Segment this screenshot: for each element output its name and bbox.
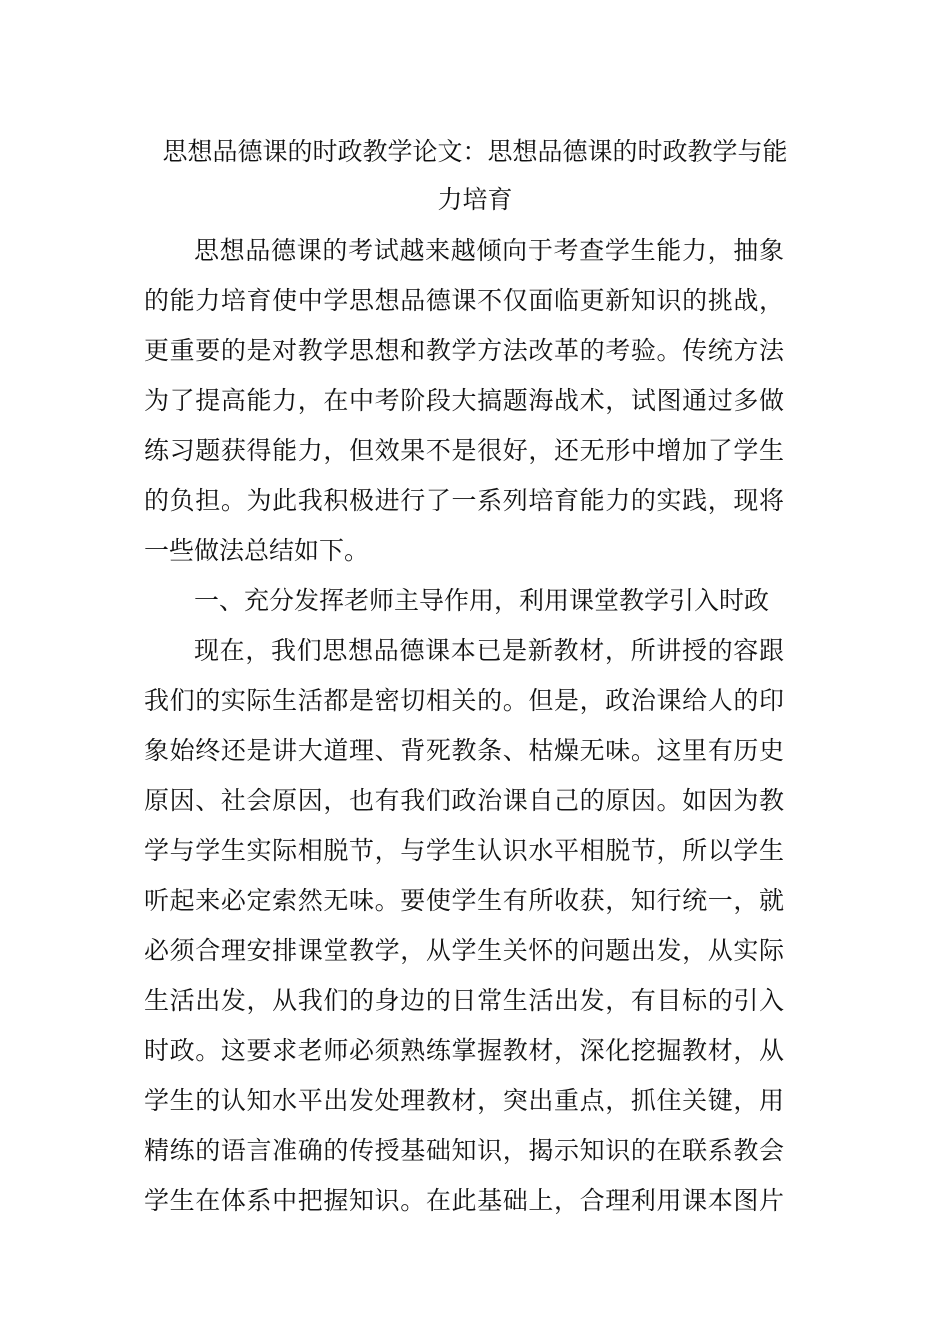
paragraph-line: 更重要的是对教学思想和教学方法改革的考验。传统方法 <box>144 336 784 365</box>
paragraph-line: 练习题获得能力，但效果不是很好，还无形中增加了学生 <box>144 436 784 465</box>
paragraph-line: 的负担。为此我积极进行了一系列培育能力的实践，现将 <box>144 486 784 515</box>
paragraph-line: 必须合理安排课堂教学，从学生关怀的问题出发，从实际 <box>144 936 784 965</box>
document-body <box>144 226 784 1226</box>
paragraph-line: 的能力培育使中学思想品德课不仅面临更新知识的挑战， <box>144 286 784 315</box>
paragraph-line: 一些做法总结如下。 <box>144 536 370 565</box>
paragraph-line: 学生在体系中把握知识。在此基础上，合理利用课本图片 <box>144 1186 784 1215</box>
paragraph-line: 象始终还是讲大道理、背死教条、枯燥无味。这里有历史 <box>144 736 784 765</box>
paragraph-line: 思想品德课的考试越来越倾向于考查学生能力，抽象 <box>194 236 784 265</box>
paragraph-line: 为了提高能力，在中考阶段大搞题海战术，试图通过多做 <box>144 386 784 415</box>
paragraph-line: 我们的实际生活都是密切相关的。但是，政治课给人的印 <box>144 686 784 715</box>
paragraph-line: 学生的认知水平出发处理教材，突出重点，抓住关键，用 <box>144 1086 784 1115</box>
paragraph-line: 时政。这要求老师必须熟练掌握教材，深化挖掘教材，从 <box>144 1036 784 1065</box>
paragraph-line: 一、充分发挥老师主导作用，利用课堂教学引入时政 <box>194 586 770 615</box>
paragraph-line: 学与学生实际相脱节，与学生认识水平相脱节，所以学生 <box>144 836 784 865</box>
title-line-2: 力培育 <box>437 185 513 214</box>
paragraph-line: 现在，我们思想品德课本已是新教材，所讲授的容跟 <box>194 636 784 665</box>
paragraph-line: 精练的语言准确的传授基础知识，揭示知识的在联系教会 <box>144 1136 784 1165</box>
paragraph-line: 听起来必定索然无味。要使学生有所收获，知行统一，就 <box>144 886 784 915</box>
title-line-1: 思想品德课的时政教学论文：思想品德课的时政教学与能 <box>162 137 788 166</box>
document-title <box>140 128 810 224</box>
paragraph-line: 原因、社会原因，也有我们政治课自己的原因。如因为教 <box>144 786 784 815</box>
paragraph-line: 生活出发，从我们的身边的日常生活出发，有目标的引入 <box>144 986 784 1015</box>
